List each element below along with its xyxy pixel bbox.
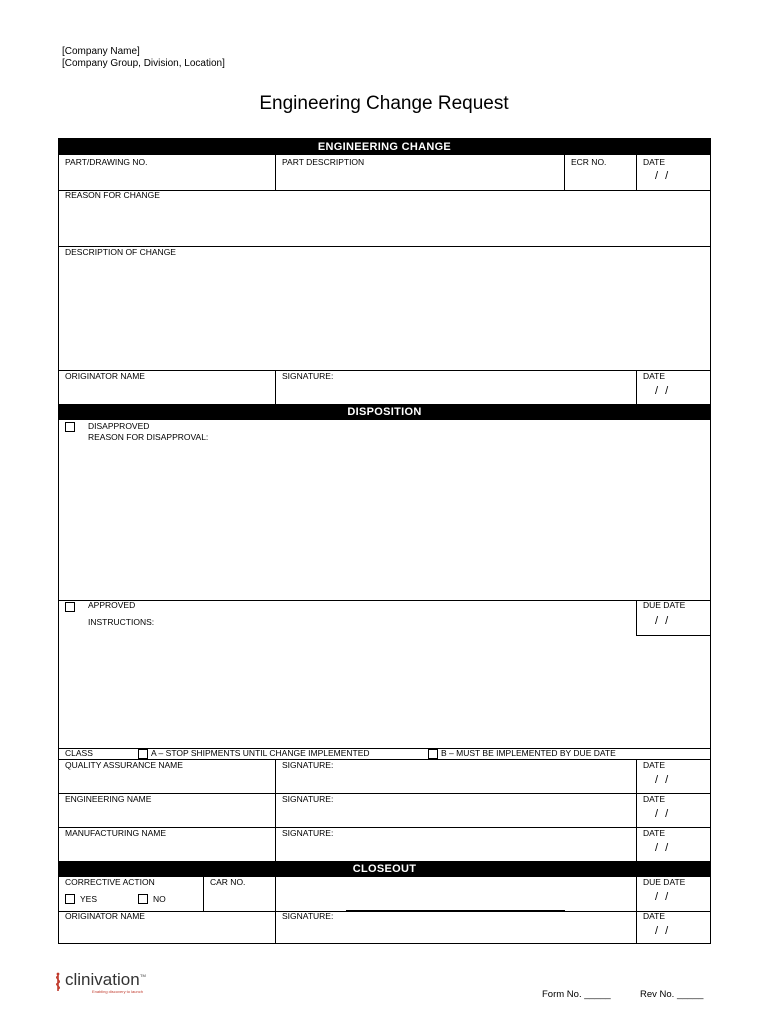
class-label: CLASS [65,748,93,758]
date-label: DATE [643,911,666,921]
logo-tagline: Enabling discovery to launch [92,989,143,994]
no-checkbox[interactable] [138,894,148,904]
date-field[interactable]: / / [655,808,671,820]
page-title: Engineering Change Request [259,93,509,114]
date-field[interactable]: / / [655,925,671,937]
class-a-checkbox[interactable] [138,749,148,759]
due-date-field[interactable]: / / [655,891,671,903]
approved-label: APPROVED [88,600,136,610]
date-field[interactable]: / / [655,385,671,397]
originator-name-label: ORIGINATOR NAME [65,911,145,921]
date-label: DATE [643,760,666,770]
signature-label: SIGNATURE: [282,371,334,381]
due-date-label: DUE DATE [643,877,686,887]
description-of-change-label: DESCRIPTION OF CHANGE [65,247,176,257]
ecr-no-label: ECR NO. [571,157,607,167]
disapproved-label: DISAPPROVED [88,421,150,431]
date-label: DATE [643,157,666,167]
disapproved-checkbox[interactable] [65,422,75,432]
form-no: Form No. _____ [542,989,611,1000]
date-label: DATE [643,828,666,838]
caduceus-icon [52,972,64,992]
date-field[interactable]: / / [655,170,671,182]
company-logo [52,969,162,995]
quality-assurance-name-label: QUALITY ASSURANCE NAME [65,760,183,770]
reason-for-disapproval-label: REASON FOR DISAPPROVAL: [88,432,209,442]
yes-label: YES [80,894,98,904]
approved-checkbox[interactable] [65,602,75,612]
class-a-label: A – STOP SHIPMENTS UNTIL CHANGE IMPLEMENTED [151,748,370,758]
corrective-action-label: CORRECTIVE ACTION [65,877,155,887]
engineering-name-label: ENGINEERING NAME [65,794,152,804]
car-no-label: CAR NO. [210,877,246,887]
yes-checkbox[interactable] [65,894,75,904]
date-field[interactable]: / / [655,774,671,786]
logo-text: clinivation [65,970,140,989]
date-field[interactable]: / / [655,842,671,854]
logo-tm: TM [140,973,146,978]
class-b-label: B – MUST BE IMPLEMENTED BY DUE DATE [441,748,616,758]
company-name: [Company Name] [62,46,140,57]
manufacturing-name-label: MANUFACTURING NAME [65,828,167,838]
section-disposition: DISPOSITION [59,404,710,420]
due-date-label: DUE DATE [643,600,686,610]
signature-label: SIGNATURE: [282,794,334,804]
class-b-checkbox[interactable] [428,749,438,759]
ecr-form [58,138,711,944]
date-label: DATE [643,371,666,381]
section-engineering-change: ENGINEERING CHANGE [59,139,710,155]
due-date-field[interactable]: / / [655,615,671,627]
company-group: [Company Group, Division, Location] [62,58,225,69]
part-drawing-no-label: PART/DRAWING NO. [65,157,148,167]
rev-no: Rev No. _____ [640,989,704,1000]
originator-name-label: ORIGINATOR NAME [65,371,145,381]
instructions-label: INSTRUCTIONS: [88,617,155,627]
signature-label: SIGNATURE: [282,911,334,921]
no-label: NO [153,894,166,904]
reason-for-change-label: REASON FOR CHANGE [65,190,160,200]
signature-label: SIGNATURE: [282,828,334,838]
part-description-label: PART DESCRIPTION [282,157,365,167]
signature-label: SIGNATURE: [282,760,334,770]
date-label: DATE [643,794,666,804]
section-closeout: CLOSEOUT [59,861,710,877]
